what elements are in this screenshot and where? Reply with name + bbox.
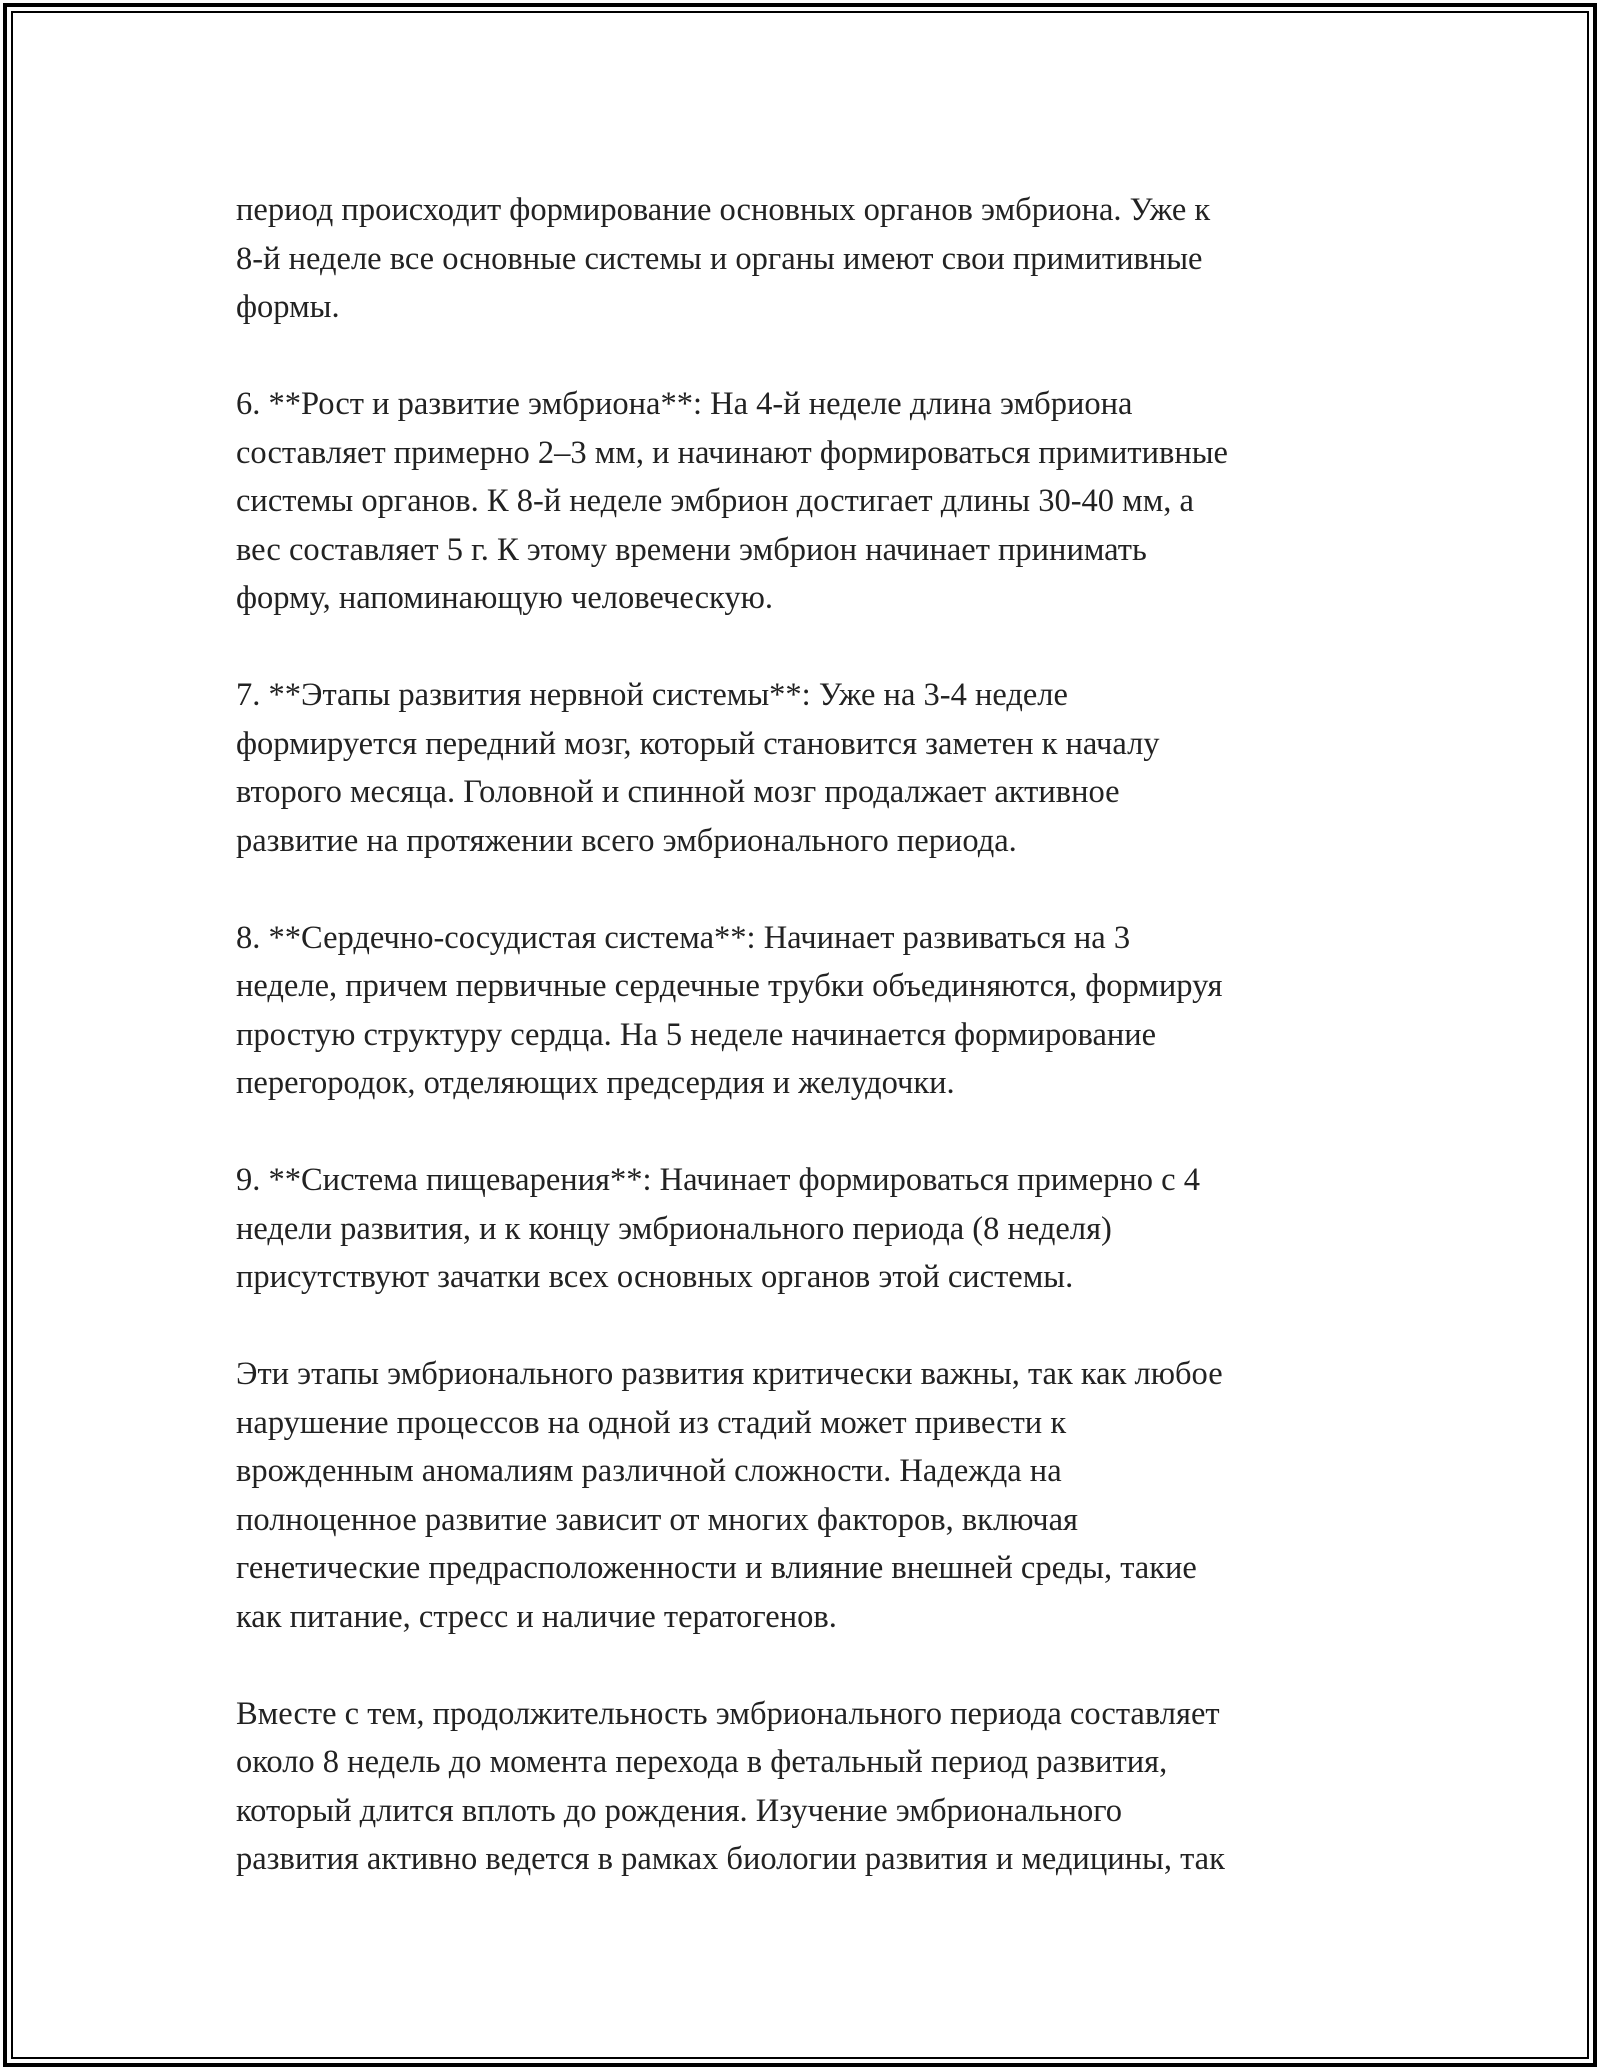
text-line: врожденным аномалиям различной сложности. Надежда на (236, 1453, 1062, 1489)
text-line: развития активно ведется в рамках биологии развития и медицины, так (236, 1841, 1225, 1877)
text-line: формы. (236, 289, 340, 325)
text-line: 9. **Система пищеварения**: Начинает формироваться примерно с 4 (236, 1162, 1200, 1198)
text-line: нарушение процессов на одной из стадий может привести к (236, 1404, 1067, 1441)
paragraph-item-6 (236, 380, 1386, 623)
paragraph-item-7 (236, 671, 1386, 865)
text-line: около 8 недель до момента перехода в фетальный период развития, (236, 1744, 1168, 1780)
text-line: формируется передний мозг, который становится заметен к началу (236, 725, 1160, 762)
text-line: вес составляет 5 г. К этому времени эмбрион начинает принимать (236, 531, 1147, 568)
text-line: 7. **Этапы развития нервной системы**: Уже на 3-4 неделе (236, 677, 1068, 713)
text-line: второго месяца. Головной и спинной мозг продалжает активное (236, 774, 1120, 810)
text-line: 6. **Рост и развитие эмбриона**: На 4-й неделе длина эмбриона (236, 386, 1133, 422)
text-line: форму, напоминающую человеческую. (236, 580, 774, 616)
text-line: 8. **Сердечно-сосудистая система**: Начинает развиваться на 3 (236, 919, 1131, 956)
paragraph-intro-continuation (236, 186, 1386, 332)
text-line: системы органов. К 8-й неделе эмбрион достигает длины 30-40 мм, а (236, 483, 1194, 519)
text-line: неделе, причем первичные сердечные трубки объединяются, формируя (236, 968, 1223, 1004)
text-line: период происходит формирование основных органов эмбриона. Уже к (236, 192, 1211, 228)
text-line: перегородок, отделяющих предсердия и желудочки. (236, 1065, 955, 1101)
text-line: Эти этапы эмбрионального развития критически важны, так как любое (236, 1356, 1223, 1392)
text-line: составляет примерно 2–3 мм, и начинают формироваться примитивные (236, 434, 1228, 471)
text-line: Вместе с тем, продолжительность эмбрионального периода составляет (236, 1695, 1220, 1732)
document-body (236, 186, 1386, 1884)
text-line: генетические предрасположенности и влияние внешней среды, такие (236, 1550, 1197, 1586)
paragraph-conclusion-duration (236, 1690, 1386, 1884)
paragraph-conclusion-importance (236, 1350, 1386, 1641)
text-line: как питание, стресс и наличие тератогенов. (236, 1598, 837, 1635)
text-line: полноценное развитие зависит от многих факторов, включая (236, 1501, 1078, 1538)
text-line: 8-й неделе все основные системы и органы имеют свои примитивные (236, 240, 1203, 277)
text-line: который длится вплоть до рождения. Изучение эмбрионального (236, 1792, 1122, 1829)
text-line: простую структуру сердца. На 5 неделе начинается формирование (236, 1016, 1157, 1053)
paragraph-item-9 (236, 1156, 1386, 1302)
text-line: развитие на протяжении всего эмбрионального периода. (236, 822, 1017, 859)
paragraph-item-8 (236, 914, 1386, 1108)
text-line: присутствуют зачатки всех основных органов этой системы. (236, 1259, 1074, 1295)
text-line: недели развития, и к концу эмбрионального периода (8 неделя) (236, 1210, 1112, 1247)
